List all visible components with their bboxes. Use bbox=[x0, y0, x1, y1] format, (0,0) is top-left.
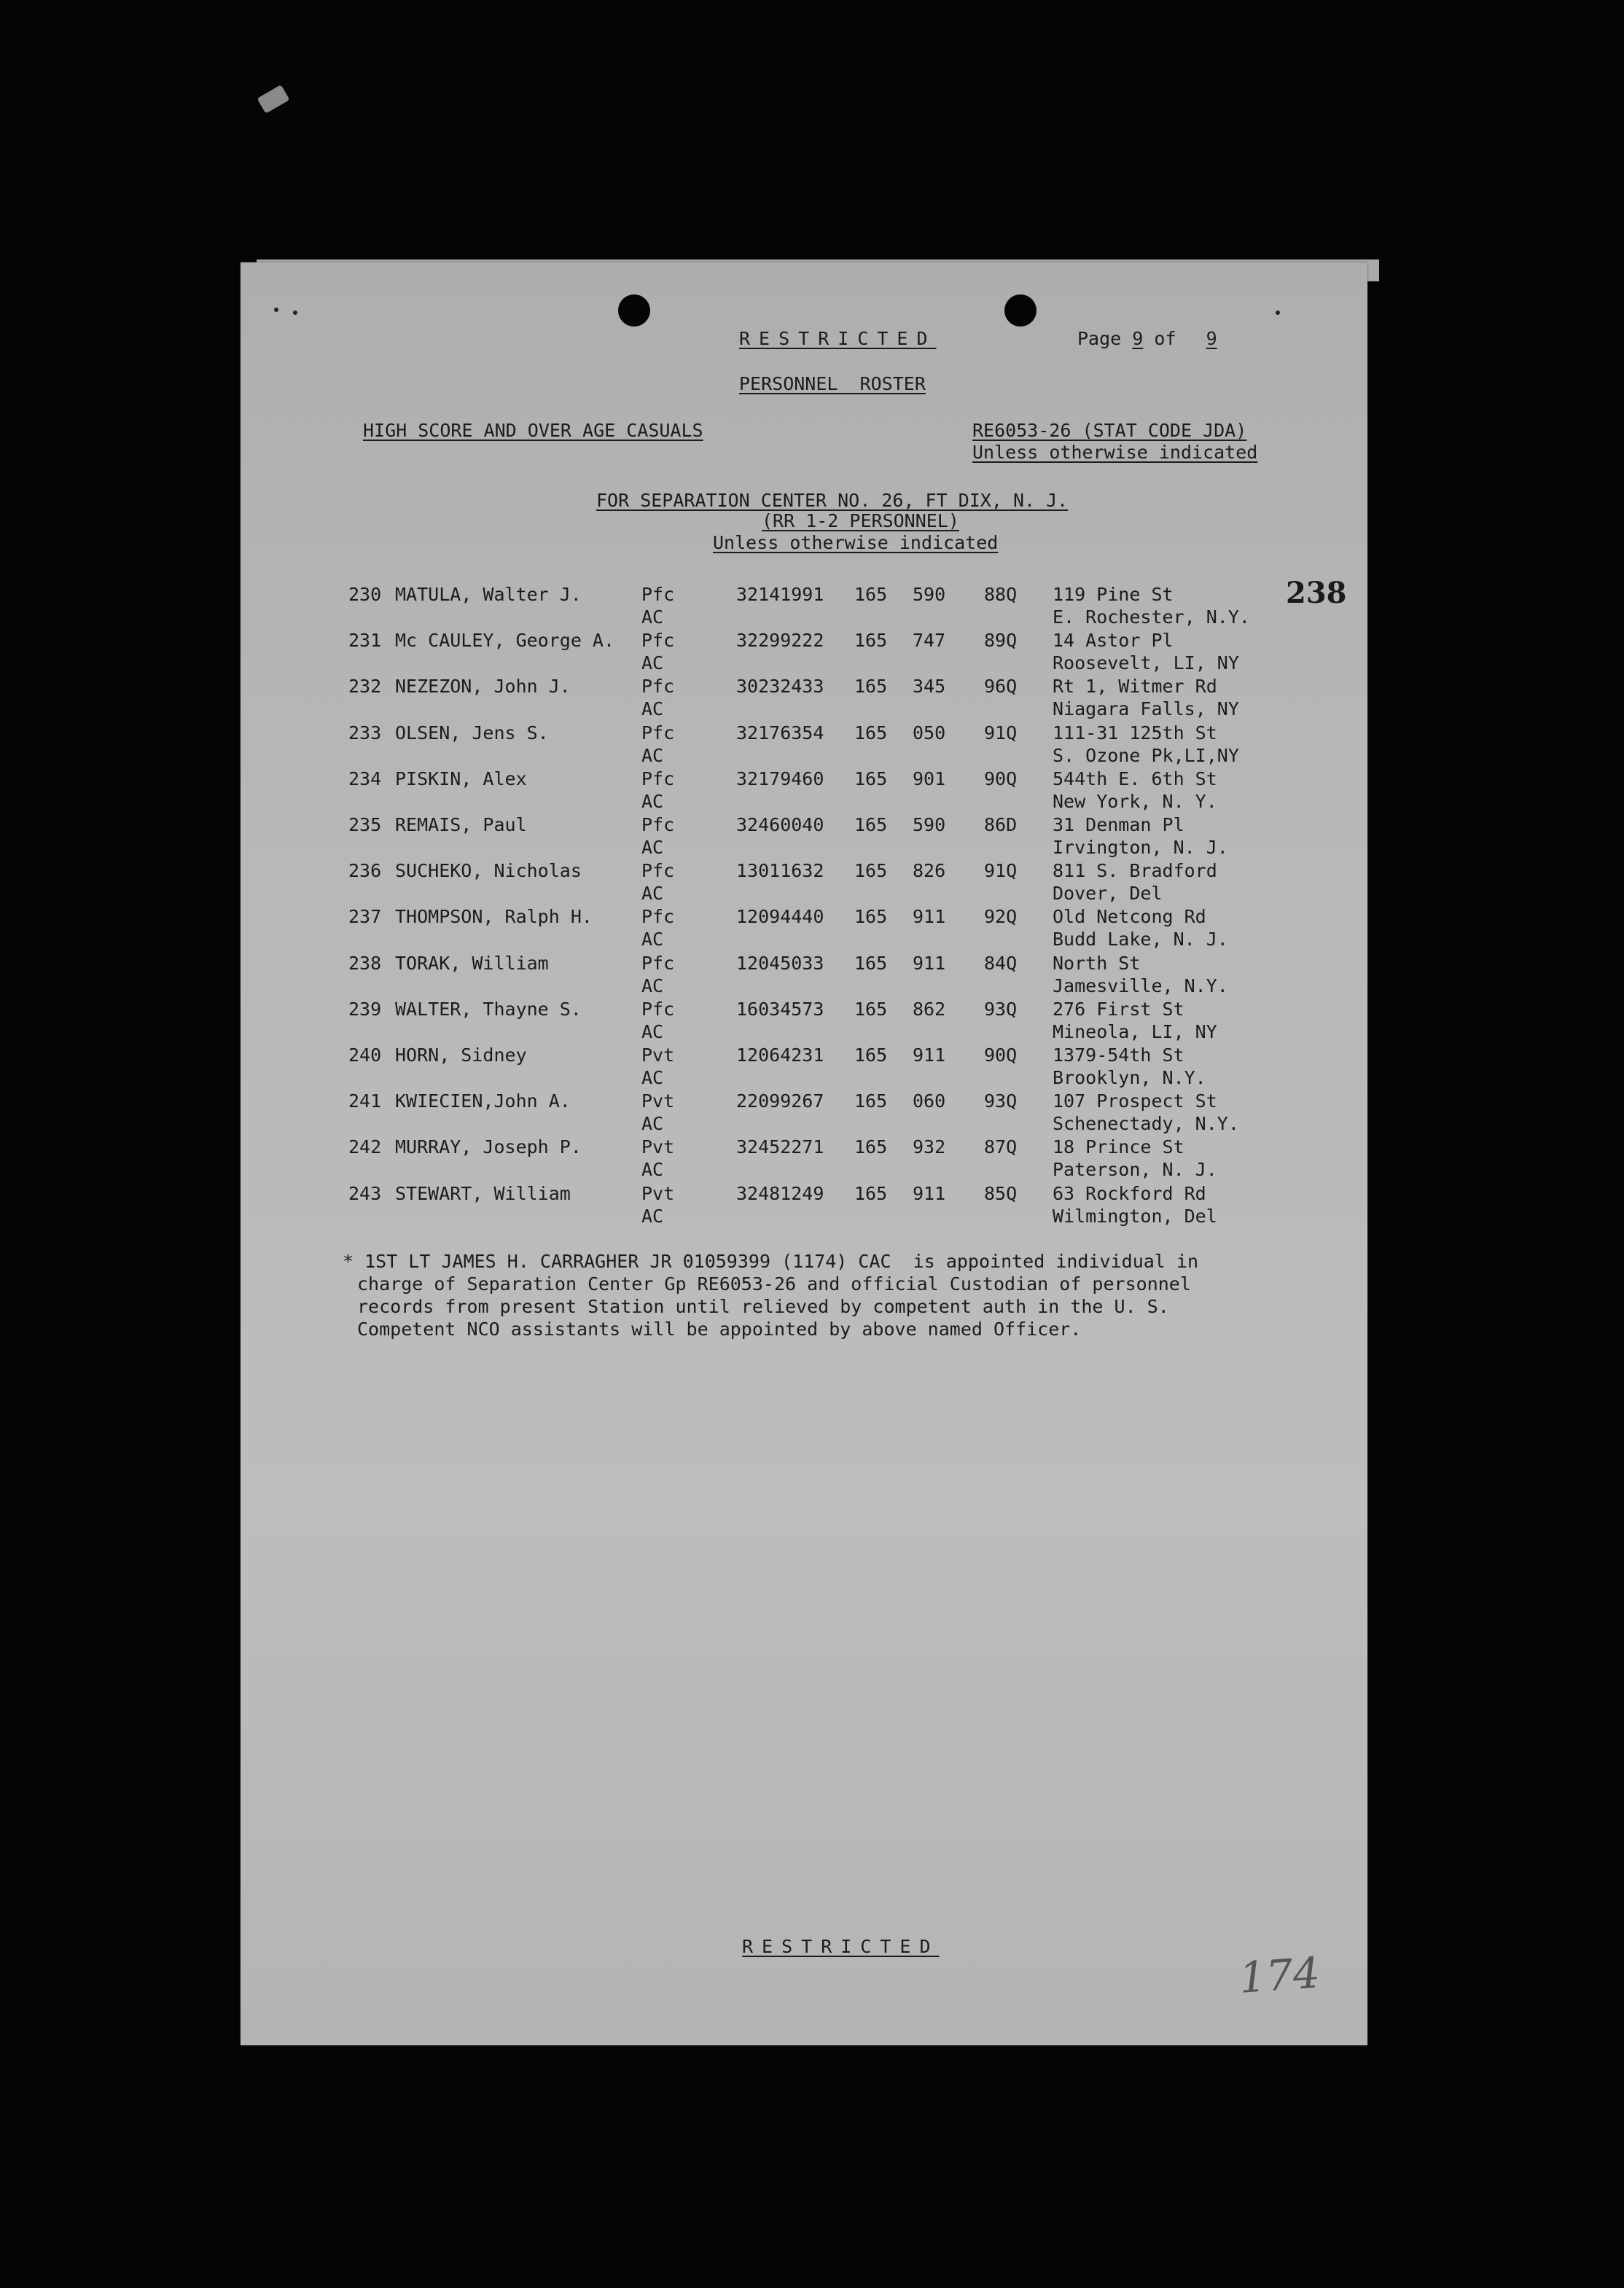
cell-serial: 12094440 bbox=[736, 906, 824, 928]
table-row bbox=[241, 905, 1367, 951]
cell-name: Mc CAULEY, George A. bbox=[395, 630, 615, 652]
document-sheet bbox=[241, 262, 1367, 2045]
table-row bbox=[241, 583, 1367, 629]
cell-arm: AC bbox=[641, 1067, 664, 1088]
center-line: FOR SEPARATION CENTER NO. 26, FT DIX, N. J. bbox=[596, 490, 1069, 511]
page-of: of bbox=[1154, 328, 1176, 349]
cell-col1: 165 bbox=[854, 676, 888, 698]
cell-addr1: 18 Prince St bbox=[1053, 1136, 1184, 1158]
cell-serial: 32141991 bbox=[736, 584, 824, 605]
cell-addr1: 276 First St bbox=[1053, 998, 1184, 1020]
cell-addr1: 811 S. Bradford bbox=[1053, 860, 1217, 882]
cell-addr1: 1379-54th St bbox=[1053, 1045, 1184, 1066]
cell-name: THOMPSON, Ralph H. bbox=[395, 906, 593, 928]
cell-addr2: E. Rochester, N.Y. bbox=[1053, 606, 1250, 628]
cell-addr2: Mineola, LI, NY bbox=[1053, 1020, 1217, 1042]
cell-no: 238 bbox=[348, 952, 382, 974]
table-row bbox=[241, 952, 1367, 998]
cell-col3: 92Q bbox=[984, 906, 1018, 928]
cell-grade: Pvt bbox=[641, 1182, 675, 1204]
cell-addr2: Wilmington, Del bbox=[1053, 1205, 1217, 1227]
cell-serial: 16034573 bbox=[736, 998, 824, 1020]
cell-grade: Pvt bbox=[641, 1045, 675, 1066]
cell-name: NEZEZON, John J. bbox=[395, 676, 571, 698]
cell-addr1: 119 Pine St bbox=[1053, 584, 1174, 605]
cell-name: TORAK, William bbox=[395, 952, 549, 974]
page-total: 9 bbox=[1206, 328, 1217, 349]
cell-addr1: 31 Denman Pl bbox=[1053, 814, 1184, 835]
cell-arm: AC bbox=[641, 975, 664, 996]
cell-addr2: Budd Lake, N. J. bbox=[1053, 929, 1228, 950]
cell-grade: Pfc bbox=[641, 768, 675, 789]
punch-hole-left bbox=[618, 294, 650, 327]
cell-name: REMAIS, Paul bbox=[395, 814, 527, 835]
cell-no: 239 bbox=[348, 998, 382, 1020]
film-scratch bbox=[257, 85, 290, 114]
cell-addr2: New York, N. Y. bbox=[1053, 790, 1217, 812]
cell-name: STEWART, William bbox=[395, 1182, 571, 1204]
footnote-line: charge of Separation Center Gp RE6053-26 and official Custodian of personnel bbox=[357, 1273, 1191, 1295]
speck bbox=[274, 308, 278, 312]
cell-serial: 32460040 bbox=[736, 814, 824, 835]
cell-serial: 12045033 bbox=[736, 952, 824, 974]
cell-col3: 96Q bbox=[984, 676, 1018, 698]
cell-grade: Pfc bbox=[641, 906, 675, 928]
cell-col2: 590 bbox=[913, 584, 946, 605]
cell-addr2: Niagara Falls, NY bbox=[1053, 698, 1239, 720]
cell-arm: AC bbox=[641, 1020, 664, 1042]
table-row bbox=[241, 675, 1367, 721]
cell-col2: 826 bbox=[913, 860, 946, 882]
cell-name: SUCHEKO, Nicholas bbox=[395, 860, 582, 882]
cell-arm: AC bbox=[641, 652, 664, 674]
cell-no: 233 bbox=[348, 722, 382, 743]
cell-col1: 165 bbox=[854, 814, 888, 835]
cell-no: 230 bbox=[348, 584, 382, 605]
cell-col3: 91Q bbox=[984, 722, 1018, 743]
cell-col1: 165 bbox=[854, 1182, 888, 1204]
cell-addr2: Dover, Del bbox=[1053, 883, 1163, 905]
cell-arm: AC bbox=[641, 883, 664, 905]
cell-col1: 165 bbox=[854, 1090, 888, 1112]
cell-addr1: 14 Astor Pl bbox=[1053, 630, 1174, 652]
cell-grade: Pfc bbox=[641, 630, 675, 652]
cell-col2: 345 bbox=[913, 676, 946, 698]
cell-grade: Pvt bbox=[641, 1136, 675, 1158]
cell-col3: 89Q bbox=[984, 630, 1018, 652]
cell-arm: AC bbox=[641, 837, 664, 858]
footnote-line: * 1ST LT JAMES H. CARRAGHER JR 01059399 (1174) CAC is appointed individual in bbox=[343, 1251, 1198, 1272]
speck bbox=[293, 311, 297, 315]
cell-serial: 22099267 bbox=[736, 1090, 824, 1112]
classification-bottom: RESTRICTED bbox=[742, 1936, 940, 1957]
cell-col3: 85Q bbox=[984, 1182, 1018, 1204]
cell-addr2: Roosevelt, LI, NY bbox=[1053, 652, 1239, 674]
cell-grade: Pfc bbox=[641, 860, 675, 882]
page-label: Page bbox=[1077, 328, 1122, 349]
cell-col2: 911 bbox=[913, 1182, 946, 1204]
cell-no: 234 bbox=[348, 768, 382, 789]
classification-top: RESTRICTED bbox=[739, 328, 937, 349]
cell-addr2: Brooklyn, N.Y. bbox=[1053, 1067, 1206, 1088]
table-row bbox=[241, 859, 1367, 905]
cell-serial: 32176354 bbox=[736, 722, 824, 743]
cell-serial: 12064231 bbox=[736, 1045, 824, 1066]
cell-addr1: 63 Rockford Rd bbox=[1053, 1182, 1206, 1204]
cell-grade: Pfc bbox=[641, 584, 675, 605]
table-row bbox=[241, 813, 1367, 859]
punch-hole-right bbox=[1004, 294, 1037, 327]
cell-col1: 165 bbox=[854, 584, 888, 605]
cell-col2: 060 bbox=[913, 1090, 946, 1112]
cell-col3: 93Q bbox=[984, 998, 1018, 1020]
cell-col3: 93Q bbox=[984, 1090, 1018, 1112]
cell-col1: 165 bbox=[854, 860, 888, 882]
cell-col2: 911 bbox=[913, 952, 946, 974]
table-row bbox=[241, 1182, 1367, 1228]
cell-no: 241 bbox=[348, 1090, 382, 1112]
cell-grade: Pfc bbox=[641, 676, 675, 698]
cell-col1: 165 bbox=[854, 722, 888, 743]
cell-no: 240 bbox=[348, 1045, 382, 1066]
cell-col2: 901 bbox=[913, 768, 946, 789]
cell-col1: 165 bbox=[854, 768, 888, 789]
cell-addr2: Irvington, N. J. bbox=[1053, 837, 1228, 858]
stamp-number: 238 bbox=[1286, 576, 1347, 610]
page-number: 9 bbox=[1132, 328, 1144, 349]
cell-no: 235 bbox=[348, 814, 382, 835]
center-sub: (RR 1-2 PERSONNEL) bbox=[762, 510, 959, 531]
center-note: Unless otherwise indicated bbox=[713, 532, 999, 553]
cell-no: 232 bbox=[348, 676, 382, 698]
cell-name: OLSEN, Jens S. bbox=[395, 722, 549, 743]
cell-col3: 86D bbox=[984, 814, 1018, 835]
cell-arm: AC bbox=[641, 1205, 664, 1227]
cell-col3: 84Q bbox=[984, 952, 1018, 974]
roster-title: PERSONNEL ROSTER bbox=[739, 373, 926, 394]
cell-grade: Pfc bbox=[641, 814, 675, 835]
speck bbox=[1276, 311, 1280, 315]
cell-grade: Pvt bbox=[641, 1090, 675, 1112]
cell-no: 237 bbox=[348, 906, 382, 928]
cell-arm: AC bbox=[641, 744, 664, 766]
cell-addr2: Jamesville, N.Y. bbox=[1053, 975, 1228, 996]
group-code: RE6053-26 (STAT CODE JDA) bbox=[972, 420, 1247, 441]
cell-addr1: North St bbox=[1053, 952, 1141, 974]
cell-serial: 30232433 bbox=[736, 676, 824, 698]
cell-col2: 862 bbox=[913, 998, 946, 1020]
cell-grade: Pfc bbox=[641, 952, 675, 974]
cell-addr1: 107 Prospect St bbox=[1053, 1090, 1217, 1112]
footnote-line: records from present Station until relieved by competent auth in the U. S. bbox=[357, 1296, 1169, 1317]
cell-arm: AC bbox=[641, 698, 664, 720]
cell-serial: 13011632 bbox=[736, 860, 824, 882]
cell-col2: 050 bbox=[913, 722, 946, 743]
cell-col1: 165 bbox=[854, 998, 888, 1020]
cell-serial: 32481249 bbox=[736, 1182, 824, 1204]
cell-addr2: Paterson, N. J. bbox=[1053, 1159, 1217, 1181]
cell-arm: AC bbox=[641, 1159, 664, 1181]
cell-serial: 32452271 bbox=[736, 1136, 824, 1158]
pencil-annotation: 174 bbox=[1237, 1948, 1322, 2003]
cell-grade: Pfc bbox=[641, 998, 675, 1020]
table-row bbox=[241, 998, 1367, 1044]
cell-addr1: Rt 1, Witmer Rd bbox=[1053, 676, 1217, 698]
cell-col3: 87Q bbox=[984, 1136, 1018, 1158]
cell-col3: 88Q bbox=[984, 584, 1018, 605]
cell-no: 236 bbox=[348, 860, 382, 882]
cell-col1: 165 bbox=[854, 952, 888, 974]
cell-no: 231 bbox=[348, 630, 382, 652]
cell-name: WALTER, Thayne S. bbox=[395, 998, 582, 1020]
cell-col2: 911 bbox=[913, 906, 946, 928]
cell-addr1: Old Netcong Rd bbox=[1053, 906, 1206, 928]
cell-col3: 90Q bbox=[984, 1045, 1018, 1066]
cell-col1: 165 bbox=[854, 1045, 888, 1066]
group-title: HIGH SCORE AND OVER AGE CASUALS bbox=[363, 420, 703, 441]
cell-no: 243 bbox=[348, 1182, 382, 1204]
cell-no: 242 bbox=[348, 1136, 382, 1158]
cell-serial: 32299222 bbox=[736, 630, 824, 652]
cell-col1: 165 bbox=[854, 1136, 888, 1158]
table-row bbox=[241, 1044, 1367, 1090]
cell-col3: 90Q bbox=[984, 768, 1018, 789]
cell-col2: 747 bbox=[913, 630, 946, 652]
cell-col2: 911 bbox=[913, 1045, 946, 1066]
cell-addr1: 111-31 125th St bbox=[1053, 722, 1217, 743]
table-row bbox=[241, 1136, 1367, 1182]
page-indicator bbox=[1077, 328, 1236, 350]
table-row bbox=[241, 629, 1367, 675]
cell-col1: 165 bbox=[854, 906, 888, 928]
cell-col3: 91Q bbox=[984, 860, 1018, 882]
cell-name: MURRAY, Joseph P. bbox=[395, 1136, 582, 1158]
cell-name: HORN, Sidney bbox=[395, 1045, 527, 1066]
cell-name: KWIECIEN,John A. bbox=[395, 1090, 571, 1112]
footnote-line: Competent NCO assistants will be appointed by above named Officer. bbox=[357, 1319, 1082, 1340]
cell-arm: AC bbox=[641, 790, 664, 812]
cell-addr1: 544th E. 6th St bbox=[1053, 768, 1217, 789]
cell-arm: AC bbox=[641, 1113, 664, 1135]
cell-col2: 932 bbox=[913, 1136, 946, 1158]
group-code-note: Unless otherwise indicated bbox=[972, 442, 1258, 463]
table-row bbox=[241, 722, 1367, 768]
cell-serial: 32179460 bbox=[736, 768, 824, 789]
cell-col2: 590 bbox=[913, 814, 946, 835]
table-row bbox=[241, 768, 1367, 813]
cell-arm: AC bbox=[641, 606, 664, 628]
cell-name: MATULA, Walter J. bbox=[395, 584, 582, 605]
cell-name: PISKIN, Alex bbox=[395, 768, 527, 789]
table-row bbox=[241, 1090, 1367, 1136]
cell-addr2: Schenectady, N.Y. bbox=[1053, 1113, 1239, 1135]
cell-arm: AC bbox=[641, 929, 664, 950]
cell-grade: Pfc bbox=[641, 722, 675, 743]
cell-col1: 165 bbox=[854, 630, 888, 652]
cell-addr2: S. Ozone Pk,LI,NY bbox=[1053, 744, 1239, 766]
